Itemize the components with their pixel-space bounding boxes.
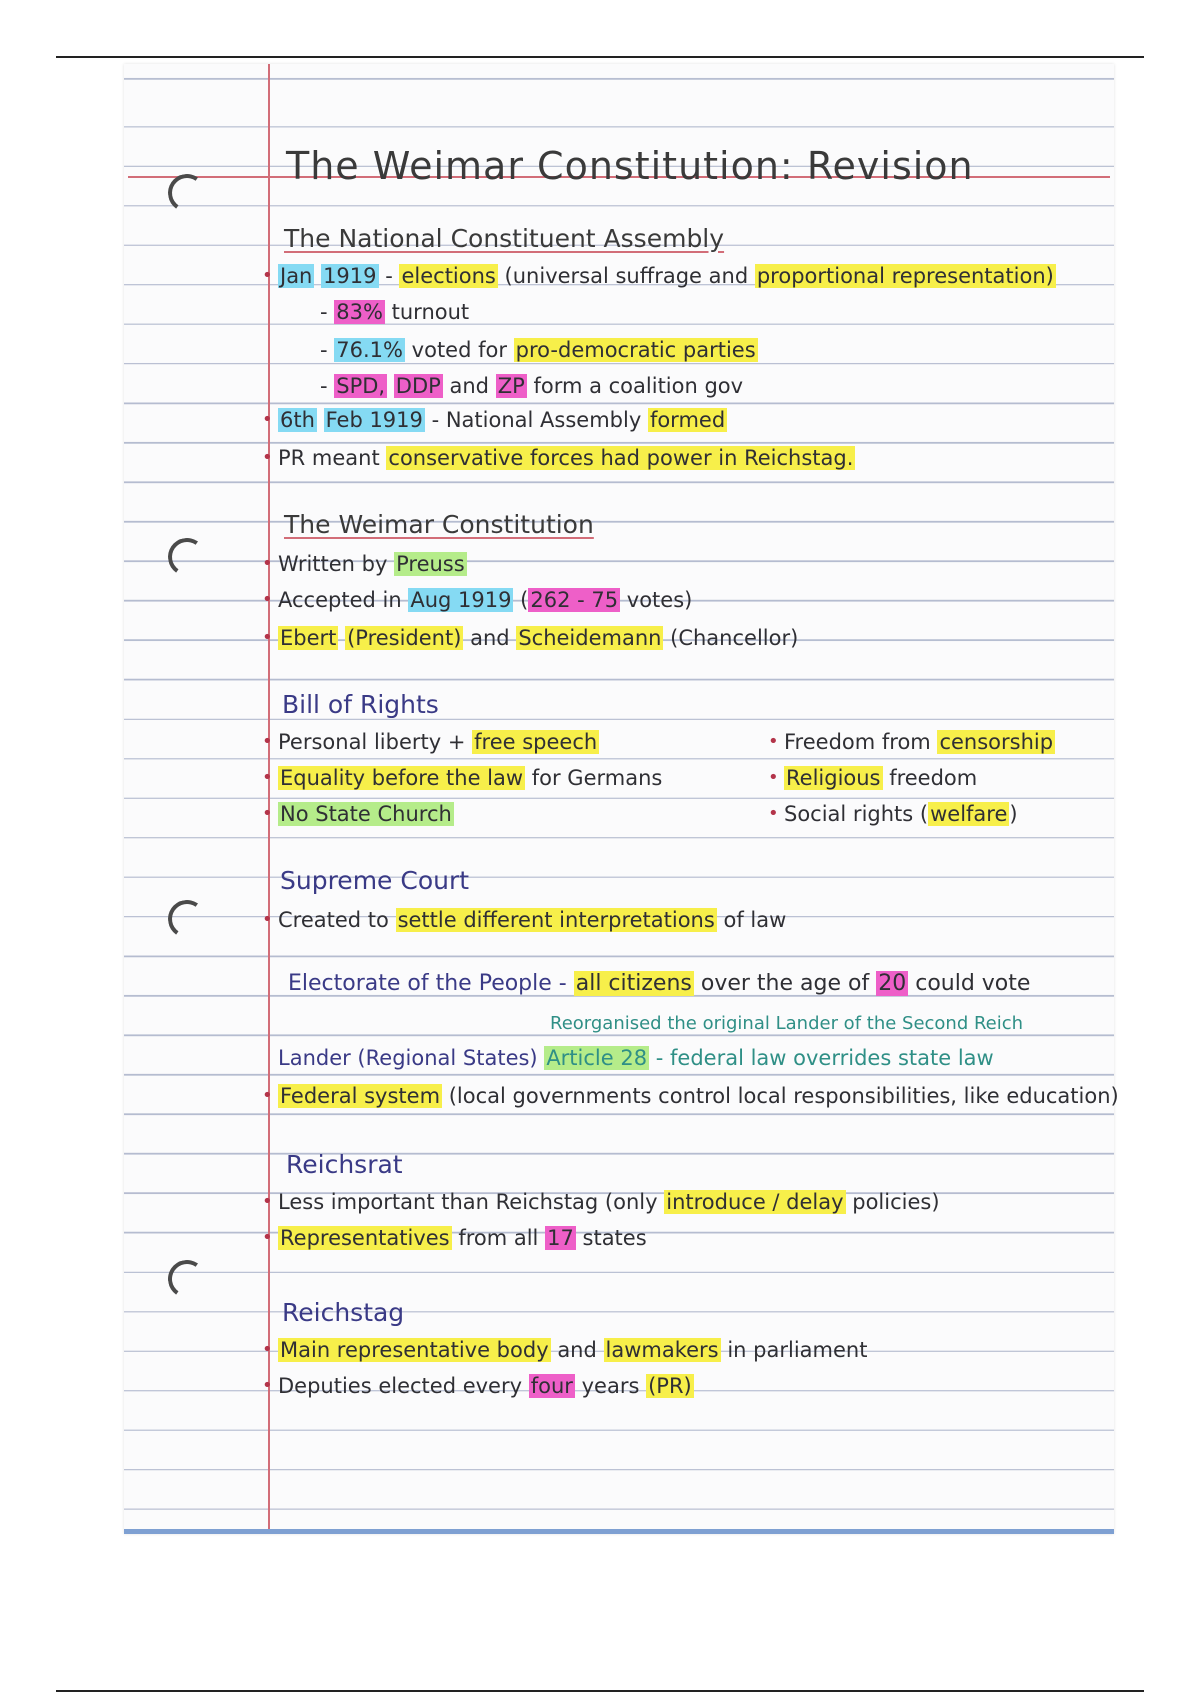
lander-local-governments: (local governments control local responsibilities, like education) (448, 1084, 1119, 1108)
wc-line-1 (262, 550, 467, 578)
reichsrat-representatives: Representatives (280, 1226, 450, 1250)
nca-formed: formed (649, 408, 726, 432)
nca-elections: elections (401, 264, 496, 288)
bullet-icon: • (262, 627, 273, 648)
wc-aug-1919: Aug 1919 (410, 588, 512, 612)
nca-line-5 (262, 406, 727, 434)
nca-line-1 (262, 262, 1056, 290)
bullet-icon: • (262, 1085, 273, 1106)
nca-coalition: form a coalition gov (533, 374, 744, 398)
reichstag-deputies: Deputies elected every (278, 1374, 523, 1398)
reichsrat-line-2 (262, 1224, 647, 1252)
rights-right-1 (768, 728, 1055, 756)
wc-and: and (470, 626, 510, 650)
reichstag-and: and (557, 1338, 597, 1362)
lander-line-2 (262, 1082, 1119, 1110)
nca-pro-democratic: pro-democratic parties (515, 338, 756, 362)
lander-note: Reorganised the original Lander of the Second Reich (550, 1013, 1024, 1034)
rights-freedom-from: Freedom from (784, 730, 931, 754)
bullet-icon: • (262, 909, 273, 930)
reichstag-line-2 (262, 1372, 694, 1400)
nca-dash: - (385, 264, 393, 288)
nca-83: 83% (336, 300, 383, 324)
reichsrat-introduce-delay: introduce / delay (666, 1190, 844, 1214)
lander-federal-law: - federal law overrides state law (655, 1046, 994, 1070)
rights-free-speech: free speech (474, 730, 598, 754)
rights-paren: ) (1009, 802, 1018, 826)
rights-social-rights: Social rights ( (784, 802, 929, 826)
section-heading-rights: Bill of Rights (282, 690, 439, 719)
nca-conservative: conservative forces had power in Reichstag. (388, 446, 854, 470)
nca-line-4 (320, 372, 743, 400)
reichsrat-line-1 (262, 1188, 940, 1216)
wc-chancellor: (Chancellor) (670, 626, 799, 650)
rights-right-3 (768, 800, 1018, 828)
bullet-icon: • (262, 553, 273, 574)
electorate-line (288, 970, 1030, 998)
nca-pr: proportional representation) (756, 264, 1054, 288)
reichsrat-from-all: from all (458, 1226, 539, 1250)
section-heading-nca: The National Constituent Assembly (284, 224, 725, 253)
reichstag-lawmakers: lawmakers (605, 1338, 719, 1362)
bullet-icon: • (262, 265, 273, 286)
nca-turnout: turnout (391, 300, 470, 324)
wc-line-3 (262, 624, 799, 652)
lander-regional-states: Lander (Regional States) (278, 1046, 538, 1070)
punch-hole-icon (165, 535, 209, 579)
wc-votes: votes) (626, 588, 693, 612)
nca-line-3 (320, 336, 758, 364)
court-created-to: Created to (278, 908, 389, 932)
wc-written-by: Written by (278, 552, 388, 576)
nca-and: and (449, 374, 490, 398)
nca-national-assembly: - National Assembly (431, 408, 642, 432)
wc-votes-count: 262 - 75 (530, 588, 619, 612)
lander-federal-system: Federal system (280, 1084, 441, 1108)
bullet-icon: • (262, 447, 273, 468)
reichsrat-less-important: Less important than Reichstag (only (278, 1190, 658, 1214)
reichstag-parliament: in parliament (727, 1338, 868, 1362)
lander-article-28: Article 28 (546, 1046, 648, 1070)
nca-voted-for: voted for (411, 338, 507, 362)
lined-notebook-page (124, 64, 1119, 1534)
punch-hole-icon (165, 1257, 209, 1301)
bullet-icon: • (262, 1227, 273, 1248)
reichstag-four: four (530, 1374, 573, 1398)
court-line-1 (262, 906, 787, 934)
rights-welfare: welfare (930, 802, 1008, 826)
rights-line-2 (262, 764, 663, 792)
reichsrat-policies: policies) (852, 1190, 940, 1214)
bullet-icon: • (262, 1375, 273, 1396)
electorate-age: over the age of (700, 971, 870, 996)
bullet-icon: • (262, 731, 273, 752)
bottom-border-line (56, 1690, 1144, 1692)
bullet-icon: • (262, 1339, 273, 1360)
nca-feb-1919: Feb 1919 (325, 408, 423, 432)
dash: - (320, 338, 328, 362)
section-heading-court: Supreme Court (280, 866, 470, 895)
wc-paren: ( (520, 588, 529, 612)
rights-equality: Equality before the law (280, 766, 524, 790)
bullet-icon: • (768, 803, 779, 824)
bullet-icon: • (768, 767, 779, 788)
rights-personal-liberty: Personal liberty + (278, 730, 466, 754)
nca-1919: 1919 (323, 264, 377, 288)
rights-censorship: censorship (939, 730, 1054, 754)
wc-line-2 (262, 586, 693, 614)
page-title: The Weimar Constitution: Revision (286, 144, 974, 188)
nca-line-6 (262, 444, 855, 472)
reichsrat-states: states (582, 1226, 647, 1250)
nca-zp: ZP (497, 374, 525, 398)
rights-freedom: freedom (889, 766, 978, 790)
wc-ebert: Ebert (280, 626, 337, 650)
reichstag-main-body: Main representative body (280, 1338, 549, 1362)
court-settle: settle different interpretations (397, 908, 715, 932)
nca-line-2 (320, 298, 469, 326)
rights-no-state-church: No State Church (280, 802, 452, 826)
lander-line-1 (278, 1044, 994, 1072)
bullet-icon: • (262, 803, 273, 824)
top-border-line (56, 56, 1144, 58)
rights-line-1 (262, 728, 599, 756)
nca-suffrage: (universal suffrage and (504, 264, 749, 288)
bullet-icon: • (262, 1191, 273, 1212)
court-of-law: of law (723, 908, 787, 932)
nca-ddp: DDP (395, 374, 441, 398)
section-heading-reichsrat: Reichsrat (286, 1150, 403, 1179)
nca-pr-meant: PR meant (278, 446, 380, 470)
nca-76: 76.1% (336, 338, 403, 362)
rights-religious: Religious (786, 766, 881, 790)
bullet-icon: • (262, 409, 273, 430)
electorate-all-citizens: all citizens (575, 971, 692, 996)
bullet-icon: • (262, 589, 273, 610)
punch-hole-icon (165, 897, 209, 941)
reichstag-line-1 (262, 1336, 868, 1364)
rights-for-germans: for Germans (531, 766, 663, 790)
electorate-could-vote: could vote (915, 971, 1031, 996)
nca-6th: 6th (280, 408, 315, 432)
dash: - (320, 374, 328, 398)
bullet-icon: • (768, 731, 779, 752)
bullet-icon: • (262, 767, 273, 788)
wc-scheidemann: Scheidemann (518, 626, 662, 650)
nca-jan: Jan (280, 264, 313, 288)
reichsrat-17: 17 (547, 1226, 574, 1250)
reichstag-pr: (PR) (648, 1374, 692, 1398)
section-heading-wc: The Weimar Constitution (284, 510, 594, 539)
rights-right-2 (768, 764, 978, 792)
reichstag-years: years (581, 1374, 640, 1398)
electorate-20: 20 (878, 971, 907, 996)
wc-preuss: Preuss (396, 552, 465, 576)
rights-line-3 (262, 800, 454, 828)
dash: - (320, 300, 328, 324)
electorate-label: Electorate of the People - (288, 971, 567, 996)
nca-spd: SPD, (336, 374, 386, 398)
wc-president: (President) (347, 626, 462, 650)
section-heading-reichstag: Reichstag (282, 1298, 405, 1327)
wc-accepted-in: Accepted in (278, 588, 402, 612)
